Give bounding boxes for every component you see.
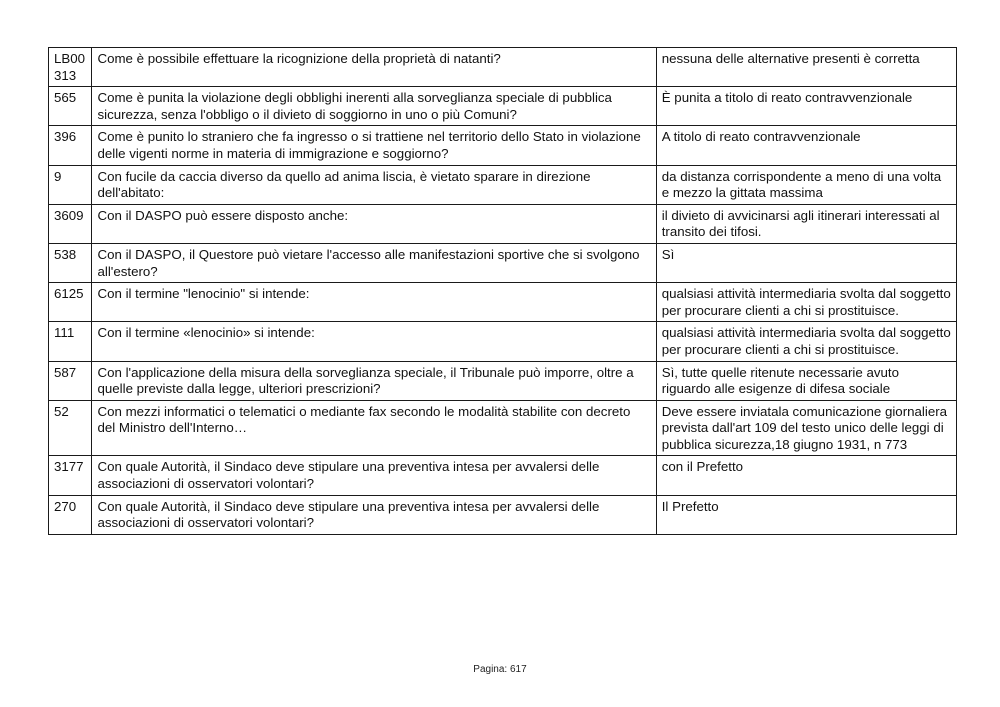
quiz-table-body (49, 48, 957, 535)
question-text: Con quale Autorità, il Sindaco deve stipulare una preventiva intesa per avvalersi delle associazioni di osservatori volontari? (92, 456, 656, 495)
table-row (49, 322, 957, 361)
answer-text: Sì, tutte quelle ritenute necessarie avuto riguardo alle esigenze di difesa sociale (656, 361, 956, 400)
table-row (49, 283, 957, 322)
question-id: 111 (49, 322, 92, 361)
question-id: 538 (49, 243, 92, 282)
table-row (49, 87, 957, 126)
question-id: 6125 (49, 283, 92, 322)
question-text: Con il termine «lenocinio» si intende: (92, 322, 656, 361)
quiz-table (48, 47, 957, 535)
question-text: Con fucile da caccia diverso da quello ad anima liscia, è vietato sparare in direzione dell'abitato: (92, 165, 656, 204)
question-id: 3177 (49, 456, 92, 495)
answer-text: da distanza corrispondente a meno di una volta e mezzo la gittata massima (656, 165, 956, 204)
answer-text: qualsiasi attività intermediaria svolta dal soggetto per procurare clienti a chi si prostituisce. (656, 283, 956, 322)
question-id: 52 (49, 400, 92, 456)
question-id: LB00313 (49, 48, 92, 87)
table-row (49, 48, 957, 87)
table-row (49, 361, 957, 400)
question-text: Con il DASPO può essere disposto anche: (92, 204, 656, 243)
table-row (49, 400, 957, 456)
answer-text: È punita a titolo di reato contravvenzionale (656, 87, 956, 126)
answer-text: A titolo di reato contravvenzionale (656, 126, 956, 165)
question-text: Come è punita la violazione degli obblighi inerenti alla sorveglianza speciale di pubblica sicurezza, senza l'obbligo o il divieto di soggiorno in uno o più Comuni? (92, 87, 656, 126)
table-row (49, 126, 957, 165)
question-text: Come è punito lo straniero che fa ingresso o si trattiene nel territorio dello Stato in violazione delle vigenti norme in materia di immigrazione e soggiorno? (92, 126, 656, 165)
question-id: 587 (49, 361, 92, 400)
table-row (49, 204, 957, 243)
page-number: Pagina: 617 (473, 664, 527, 675)
answer-text: Sì (656, 243, 956, 282)
question-text: Con mezzi informatici o telematici o mediante fax secondo le modalità stabilite con decreto del Ministro dell'Interno… (92, 400, 656, 456)
table-row (49, 243, 957, 282)
table-row (49, 165, 957, 204)
question-text: Con il DASPO, il Questore può vietare l'accesso alle manifestazioni sportive che si svolgono all'estero? (92, 243, 656, 282)
question-text: Come è possibile effettuare la ricognizione della proprietà di natanti? (92, 48, 656, 87)
table-row (49, 495, 957, 534)
answer-text: qualsiasi attività intermediaria svolta dal soggetto per procurare clienti a chi si prostituisce. (656, 322, 956, 361)
answer-text: nessuna delle alternative presenti è corretta (656, 48, 956, 87)
question-text: Con il termine "lenocinio" si intende: (92, 283, 656, 322)
answer-text: con il Prefetto (656, 456, 956, 495)
table-row (49, 456, 957, 495)
question-id: 270 (49, 495, 92, 534)
answer-text: Il Prefetto (656, 495, 956, 534)
question-text: Con quale Autorità, il Sindaco deve stipulare una preventiva intesa per avvalersi delle associazioni di osservatori volontari? (92, 495, 656, 534)
question-id: 3609 (49, 204, 92, 243)
question-text: Con l'applicazione della misura della sorveglianza speciale, il Tribunale può imporre, oltre a quelle previste dalla legge, ulteriori prescrizioni? (92, 361, 656, 400)
question-id: 9 (49, 165, 92, 204)
answer-text: il divieto di avvicinarsi agli itinerari interessati al transito dei tifosi. (656, 204, 956, 243)
answer-text: Deve essere inviatala comunicazione giornaliera prevista dall'art 109 del testo unico delle leggi di pubblica sicurezza,18 giugno 1931, n 773 (656, 400, 956, 456)
question-id: 565 (49, 87, 92, 126)
question-id: 396 (49, 126, 92, 165)
